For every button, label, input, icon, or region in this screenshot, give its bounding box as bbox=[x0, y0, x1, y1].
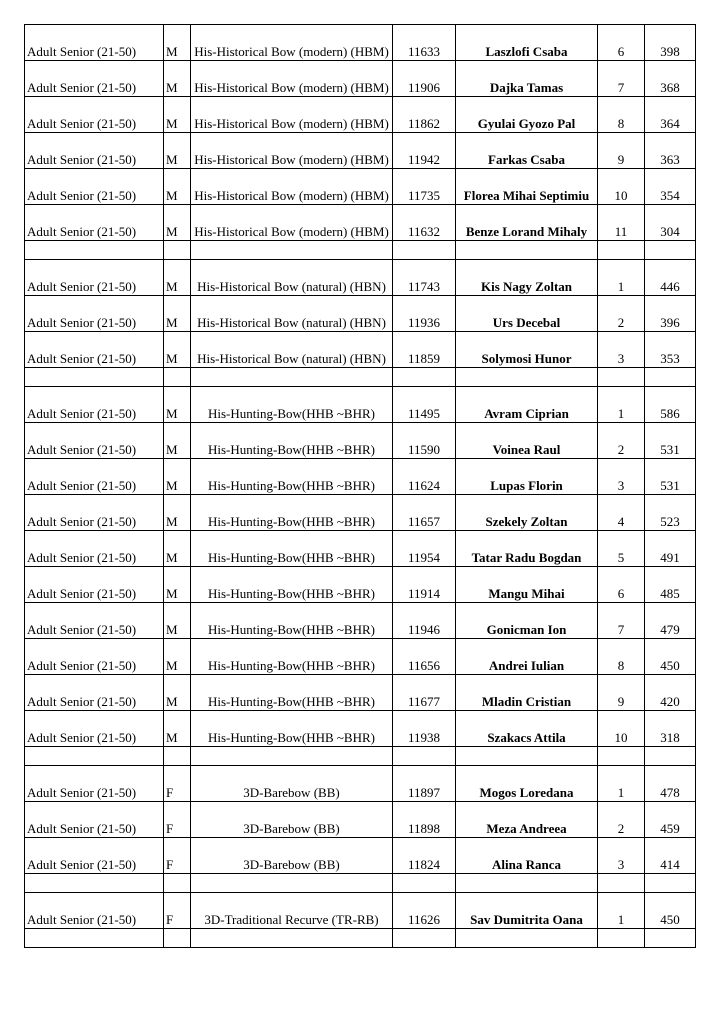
division-cell: His-Historical Bow (modern) (HBM) bbox=[191, 169, 393, 205]
sex-cell: M bbox=[164, 531, 191, 567]
sex-cell: M bbox=[164, 61, 191, 97]
category-cell: Adult Senior (21-50) bbox=[25, 459, 164, 495]
table-row bbox=[25, 893, 696, 929]
category-cell: Adult Senior (21-50) bbox=[25, 711, 164, 747]
table-row bbox=[25, 459, 696, 495]
category-cell: Adult Senior (21-50) bbox=[25, 61, 164, 97]
place-cell: 2 bbox=[598, 296, 645, 332]
sex-cell: F bbox=[164, 766, 191, 802]
score-cell: 446 bbox=[645, 260, 696, 296]
archer-id-cell: 11859 bbox=[393, 332, 456, 368]
table-row bbox=[25, 603, 696, 639]
table-row bbox=[25, 205, 696, 241]
category-cell: Adult Senior (21-50) bbox=[25, 205, 164, 241]
archer-id-cell: 11677 bbox=[393, 675, 456, 711]
division-cell: His-Historical Bow (modern) (HBM) bbox=[191, 133, 393, 169]
sex-cell: M bbox=[164, 25, 191, 61]
table-row bbox=[25, 495, 696, 531]
division-cell: His-Hunting-Bow(HHB ~BHR) bbox=[191, 387, 393, 423]
sex-cell: M bbox=[164, 459, 191, 495]
archer-id-cell: 11906 bbox=[393, 61, 456, 97]
archer-id-cell: 11898 bbox=[393, 802, 456, 838]
table-row bbox=[25, 531, 696, 567]
archer-name-cell: Avram Ciprian bbox=[456, 387, 598, 423]
archer-id-cell: 11862 bbox=[393, 97, 456, 133]
archer-name-cell: Gyulai Gyozo Pal bbox=[456, 97, 598, 133]
division-cell: 3D-Barebow (BB) bbox=[191, 838, 393, 874]
place-cell: 11 bbox=[598, 205, 645, 241]
archer-name-cell: Lupas Florin bbox=[456, 459, 598, 495]
division-cell: 3D-Barebow (BB) bbox=[191, 802, 393, 838]
place-cell: 1 bbox=[598, 766, 645, 802]
blank-row bbox=[25, 747, 696, 766]
category-cell: Adult Senior (21-50) bbox=[25, 893, 164, 929]
archer-name-cell: Tatar Radu Bogdan bbox=[456, 531, 598, 567]
archer-id-cell: 11626 bbox=[393, 893, 456, 929]
division-cell: His-Hunting-Bow(HHB ~BHR) bbox=[191, 531, 393, 567]
sex-cell: M bbox=[164, 567, 191, 603]
place-cell: 6 bbox=[598, 567, 645, 603]
place-cell: 8 bbox=[598, 639, 645, 675]
division-cell: His-Hunting-Bow(HHB ~BHR) bbox=[191, 567, 393, 603]
table-row bbox=[25, 260, 696, 296]
category-cell: Adult Senior (21-50) bbox=[25, 838, 164, 874]
score-cell: 523 bbox=[645, 495, 696, 531]
division-cell: His-Hunting-Bow(HHB ~BHR) bbox=[191, 603, 393, 639]
score-cell: 420 bbox=[645, 675, 696, 711]
blank-row bbox=[25, 368, 696, 387]
place-cell: 1 bbox=[598, 260, 645, 296]
blank-row bbox=[25, 874, 696, 893]
score-cell: 531 bbox=[645, 459, 696, 495]
score-cell: 479 bbox=[645, 603, 696, 639]
archer-name-cell: Szakacs Attila bbox=[456, 711, 598, 747]
division-cell: 3D-Traditional Recurve (TR-RB) bbox=[191, 893, 393, 929]
sex-cell: M bbox=[164, 205, 191, 241]
table-row bbox=[25, 169, 696, 205]
archer-id-cell: 11914 bbox=[393, 567, 456, 603]
archer-id-cell: 11954 bbox=[393, 531, 456, 567]
archer-id-cell: 11942 bbox=[393, 133, 456, 169]
score-cell: 459 bbox=[645, 802, 696, 838]
division-cell: His-Hunting-Bow(HHB ~BHR) bbox=[191, 423, 393, 459]
category-cell: Adult Senior (21-50) bbox=[25, 169, 164, 205]
sex-cell: M bbox=[164, 97, 191, 133]
score-cell: 353 bbox=[645, 332, 696, 368]
archer-name-cell: Mogos Loredana bbox=[456, 766, 598, 802]
archer-name-cell: Laszlofi Csaba bbox=[456, 25, 598, 61]
results-table bbox=[24, 24, 696, 948]
score-cell: 396 bbox=[645, 296, 696, 332]
place-cell: 4 bbox=[598, 495, 645, 531]
place-cell: 3 bbox=[598, 332, 645, 368]
score-cell: 368 bbox=[645, 61, 696, 97]
table-row bbox=[25, 296, 696, 332]
place-cell: 1 bbox=[598, 387, 645, 423]
division-cell: His-Hunting-Bow(HHB ~BHR) bbox=[191, 675, 393, 711]
division-cell: 3D-Barebow (BB) bbox=[191, 766, 393, 802]
sex-cell: M bbox=[164, 169, 191, 205]
place-cell: 9 bbox=[598, 675, 645, 711]
archer-name-cell: Dajka Tamas bbox=[456, 61, 598, 97]
blank-row bbox=[25, 929, 696, 948]
archer-name-cell: Alina Ranca bbox=[456, 838, 598, 874]
archer-id-cell: 11657 bbox=[393, 495, 456, 531]
sex-cell: M bbox=[164, 495, 191, 531]
archer-name-cell: Urs Decebal bbox=[456, 296, 598, 332]
category-cell: Adult Senior (21-50) bbox=[25, 296, 164, 332]
place-cell: 10 bbox=[598, 169, 645, 205]
place-cell: 2 bbox=[598, 802, 645, 838]
score-cell: 450 bbox=[645, 639, 696, 675]
table-row bbox=[25, 639, 696, 675]
category-cell: Adult Senior (21-50) bbox=[25, 675, 164, 711]
archer-id-cell: 11632 bbox=[393, 205, 456, 241]
category-cell: Adult Senior (21-50) bbox=[25, 260, 164, 296]
category-cell: Adult Senior (21-50) bbox=[25, 423, 164, 459]
table-row bbox=[25, 387, 696, 423]
table-row bbox=[25, 711, 696, 747]
category-cell: Adult Senior (21-50) bbox=[25, 97, 164, 133]
archer-id-cell: 11624 bbox=[393, 459, 456, 495]
sex-cell: F bbox=[164, 838, 191, 874]
score-cell: 304 bbox=[645, 205, 696, 241]
division-cell: His-Historical Bow (modern) (HBM) bbox=[191, 61, 393, 97]
sex-cell: F bbox=[164, 893, 191, 929]
archer-id-cell: 11938 bbox=[393, 711, 456, 747]
category-cell: Adult Senior (21-50) bbox=[25, 802, 164, 838]
place-cell: 5 bbox=[598, 531, 645, 567]
archer-name-cell: Mangu Mihai bbox=[456, 567, 598, 603]
archer-id-cell: 11656 bbox=[393, 639, 456, 675]
category-cell: Adult Senior (21-50) bbox=[25, 766, 164, 802]
archer-id-cell: 11946 bbox=[393, 603, 456, 639]
table-row bbox=[25, 423, 696, 459]
score-cell: 414 bbox=[645, 838, 696, 874]
archer-name-cell: Szekely Zoltan bbox=[456, 495, 598, 531]
archer-name-cell: Meza Andreea bbox=[456, 802, 598, 838]
division-cell: His-Historical Bow (modern) (HBM) bbox=[191, 97, 393, 133]
score-cell: 586 bbox=[645, 387, 696, 423]
category-cell: Adult Senior (21-50) bbox=[25, 495, 164, 531]
sex-cell: M bbox=[164, 711, 191, 747]
division-cell: His-Hunting-Bow(HHB ~BHR) bbox=[191, 639, 393, 675]
sex-cell: M bbox=[164, 260, 191, 296]
place-cell: 8 bbox=[598, 97, 645, 133]
score-cell: 485 bbox=[645, 567, 696, 603]
place-cell: 3 bbox=[598, 838, 645, 874]
archer-name-cell: Kis Nagy Zoltan bbox=[456, 260, 598, 296]
score-cell: 450 bbox=[645, 893, 696, 929]
division-cell: His-Historical Bow (natural) (HBN) bbox=[191, 296, 393, 332]
table-row bbox=[25, 802, 696, 838]
score-cell: 478 bbox=[645, 766, 696, 802]
archer-id-cell: 11495 bbox=[393, 387, 456, 423]
category-cell: Adult Senior (21-50) bbox=[25, 531, 164, 567]
place-cell: 3 bbox=[598, 459, 645, 495]
place-cell: 1 bbox=[598, 893, 645, 929]
sex-cell: M bbox=[164, 387, 191, 423]
blank-row bbox=[25, 241, 696, 260]
sex-cell: M bbox=[164, 675, 191, 711]
archer-name-cell: Florea Mihai Septimiu bbox=[456, 169, 598, 205]
category-cell: Adult Senior (21-50) bbox=[25, 133, 164, 169]
category-cell: Adult Senior (21-50) bbox=[25, 639, 164, 675]
sex-cell: M bbox=[164, 296, 191, 332]
division-cell: His-Hunting-Bow(HHB ~BHR) bbox=[191, 459, 393, 495]
score-cell: 531 bbox=[645, 423, 696, 459]
score-cell: 491 bbox=[645, 531, 696, 567]
division-cell: His-Historical Bow (modern) (HBM) bbox=[191, 25, 393, 61]
place-cell: 2 bbox=[598, 423, 645, 459]
score-cell: 354 bbox=[645, 169, 696, 205]
table-row bbox=[25, 25, 696, 61]
sex-cell: M bbox=[164, 639, 191, 675]
place-cell: 10 bbox=[598, 711, 645, 747]
table-row bbox=[25, 838, 696, 874]
division-cell: His-Historical Bow (natural) (HBN) bbox=[191, 332, 393, 368]
place-cell: 9 bbox=[598, 133, 645, 169]
score-cell: 364 bbox=[645, 97, 696, 133]
archer-name-cell: Voinea Raul bbox=[456, 423, 598, 459]
sex-cell: M bbox=[164, 332, 191, 368]
table-row bbox=[25, 133, 696, 169]
archer-id-cell: 11936 bbox=[393, 296, 456, 332]
category-cell: Adult Senior (21-50) bbox=[25, 567, 164, 603]
archer-id-cell: 11735 bbox=[393, 169, 456, 205]
table-row bbox=[25, 332, 696, 368]
archer-name-cell: Gonicman Ion bbox=[456, 603, 598, 639]
sex-cell: M bbox=[164, 133, 191, 169]
archer-name-cell: Andrei Iulian bbox=[456, 639, 598, 675]
division-cell: His-Historical Bow (natural) (HBN) bbox=[191, 260, 393, 296]
archer-name-cell: Mladin Cristian bbox=[456, 675, 598, 711]
place-cell: 7 bbox=[598, 603, 645, 639]
table-row bbox=[25, 61, 696, 97]
division-cell: His-Hunting-Bow(HHB ~BHR) bbox=[191, 495, 393, 531]
division-cell: His-Historical Bow (modern) (HBM) bbox=[191, 205, 393, 241]
archer-name-cell: Farkas Csaba bbox=[456, 133, 598, 169]
sex-cell: F bbox=[164, 802, 191, 838]
place-cell: 7 bbox=[598, 61, 645, 97]
archer-id-cell: 11633 bbox=[393, 25, 456, 61]
sex-cell: M bbox=[164, 603, 191, 639]
category-cell: Adult Senior (21-50) bbox=[25, 332, 164, 368]
archer-name-cell: Solymosi Hunor bbox=[456, 332, 598, 368]
sex-cell: M bbox=[164, 423, 191, 459]
table-row bbox=[25, 766, 696, 802]
category-cell: Adult Senior (21-50) bbox=[25, 25, 164, 61]
archer-name-cell: Sav Dumitrita Oana bbox=[456, 893, 598, 929]
score-cell: 363 bbox=[645, 133, 696, 169]
archer-id-cell: 11824 bbox=[393, 838, 456, 874]
table-row bbox=[25, 675, 696, 711]
archer-id-cell: 11590 bbox=[393, 423, 456, 459]
category-cell: Adult Senior (21-50) bbox=[25, 603, 164, 639]
division-cell: His-Hunting-Bow(HHB ~BHR) bbox=[191, 711, 393, 747]
archer-name-cell: Benze Lorand Mihaly bbox=[456, 205, 598, 241]
score-cell: 318 bbox=[645, 711, 696, 747]
archer-id-cell: 11743 bbox=[393, 260, 456, 296]
place-cell: 6 bbox=[598, 25, 645, 61]
category-cell: Adult Senior (21-50) bbox=[25, 387, 164, 423]
score-cell: 398 bbox=[645, 25, 696, 61]
table-row bbox=[25, 567, 696, 603]
archer-id-cell: 11897 bbox=[393, 766, 456, 802]
table-row bbox=[25, 97, 696, 133]
